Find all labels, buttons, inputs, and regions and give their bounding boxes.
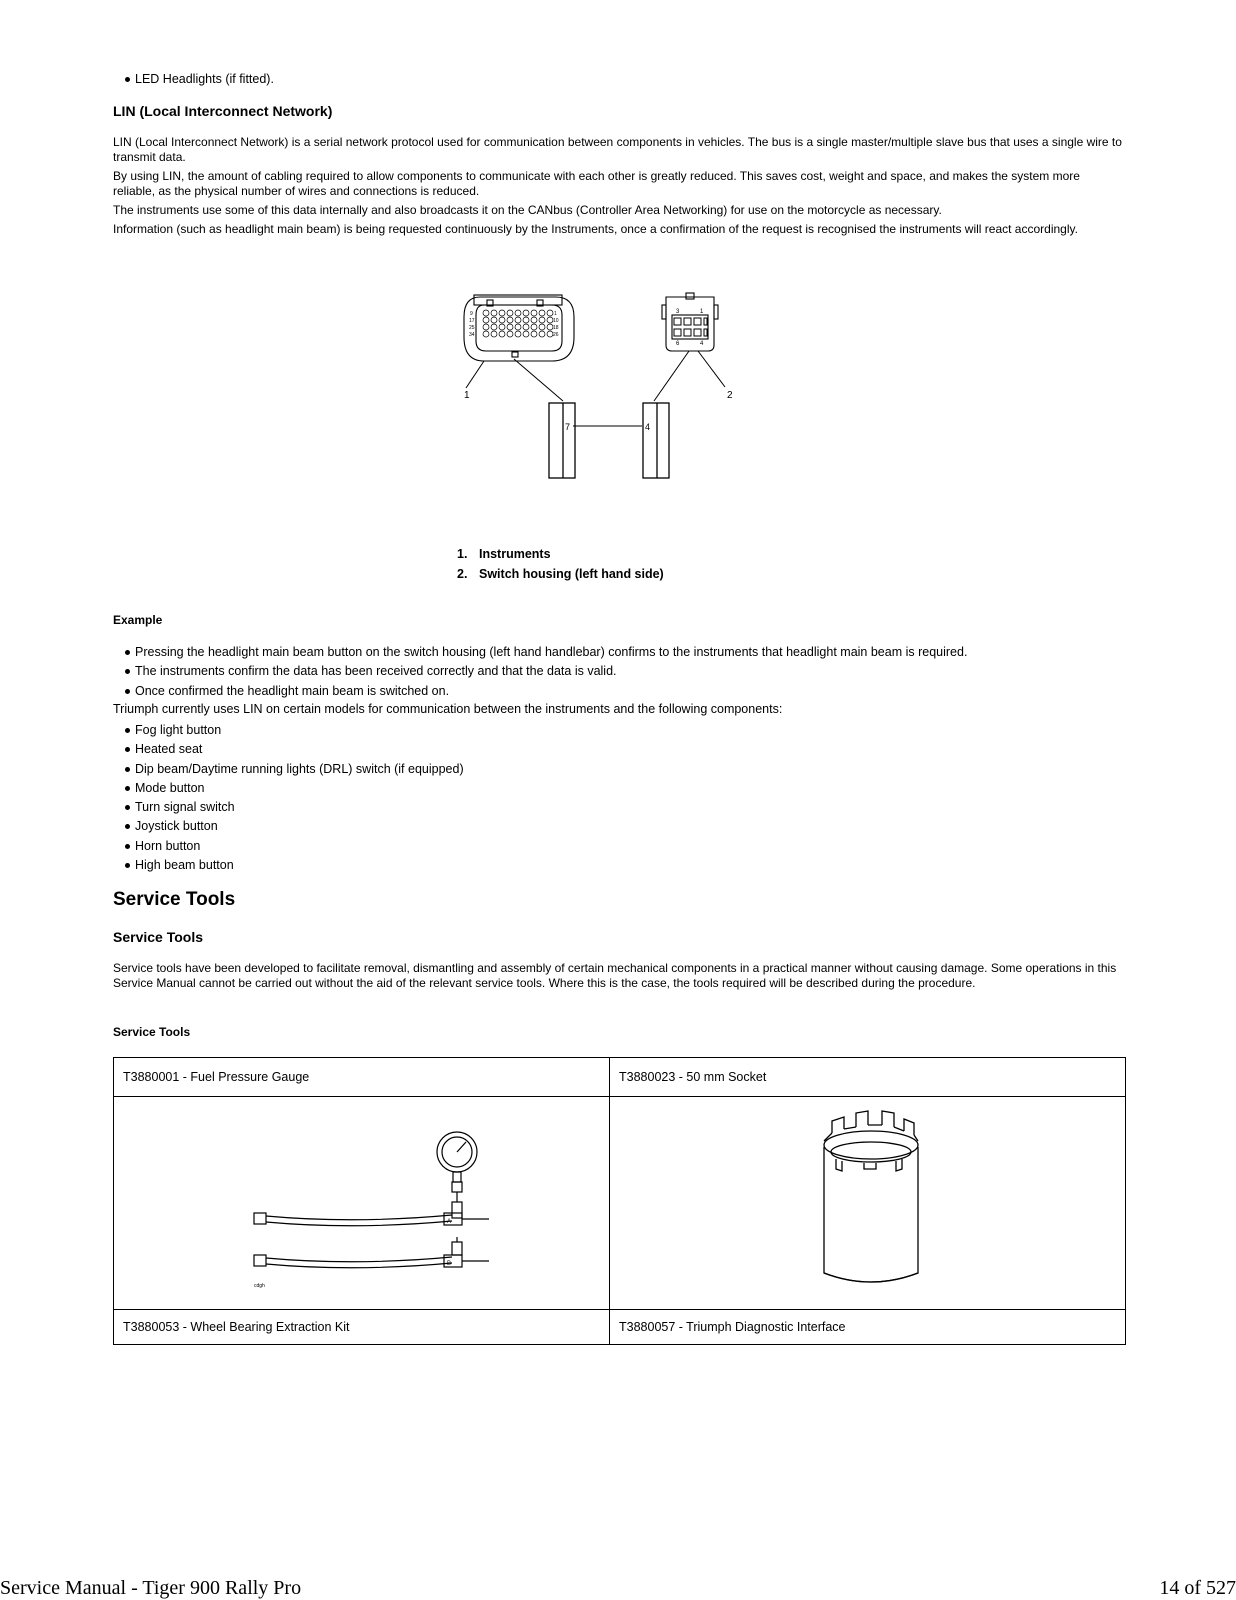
pin-cavity: [483, 317, 489, 323]
lin-paragraph-4: Information (such as headlight main beam) is being requested continuously by the Instruments, once a confirmation of the request is recognised the instruments will react accordingly.: [113, 222, 1078, 236]
pin-label: 25: [469, 325, 475, 331]
pin-cavity: [499, 331, 505, 337]
pin-label: 1: [554, 311, 557, 317]
callout-2: 2: [727, 390, 733, 401]
legend-item: 2. Switch housing (left hand side): [457, 566, 664, 581]
pin-cavity: [491, 317, 497, 323]
wire-line: [514, 359, 563, 401]
lin-paragraph-2: By using LIN, the amount of cabling required to allow components to communicate with each other is greatly reduced. This saves cost, weight and space, and makes the system more reliable, as the physical number of wires and connections is reduced.: [113, 169, 1080, 198]
socket-50mm-illustration: [610, 1097, 1125, 1309]
terminal-block-switch: [643, 403, 669, 478]
wire-line: [654, 351, 689, 401]
tool-name-cell: T3880053 - Wheel Bearing Extraction Kit: [114, 1310, 610, 1345]
service-tools-subtitle: Service Tools: [113, 929, 204, 945]
list-item: The instruments confirm the data has been received correctly and that the data is valid.: [113, 662, 1113, 681]
intro-list: [113, 70, 1113, 89]
fuel-pressure-gauge-illustration: [114, 1097, 609, 1309]
list-item: Pressing the headlight main beam button on the switch housing (left hand handlebar) confirms to the instruments that headlight main beam is required.: [113, 643, 1113, 662]
pin-label: 4: [700, 341, 704, 347]
example-steps: [113, 643, 1113, 701]
block-pin-label: 4: [645, 422, 651, 432]
diagram-legend: [457, 547, 664, 586]
pin-cavity: [515, 310, 521, 316]
list-item: Horn button: [113, 837, 1113, 856]
pin-cavity: [515, 324, 521, 330]
block-pin-label: 7: [565, 422, 571, 432]
pin-cavity: [523, 317, 529, 323]
lin-paragraph-3: The instruments use some of this data internally and also broadcasts it on the CANbus (Controller Area Networking) for use on the motorcycle as necessary.: [113, 203, 942, 217]
pin-label: 3: [676, 309, 680, 315]
footer-title: Service Manual - Tiger 900 Rally Pro: [0, 1577, 302, 1599]
lin-connector-diagram: [460, 285, 760, 490]
pin-cavity: [499, 317, 505, 323]
socket-body: [824, 1147, 918, 1282]
tool-image-cell: [610, 1097, 1126, 1310]
pin-cavity: [539, 324, 545, 330]
pin-cavity: [491, 324, 497, 330]
footer-page-number: 14 of 527: [1159, 1577, 1236, 1599]
pin-cavity: [523, 324, 529, 330]
pin-label: 26: [553, 332, 559, 338]
pin-cavity: [499, 324, 505, 330]
table-row: [114, 1310, 1126, 1345]
pin-label: 17: [469, 318, 475, 324]
pin-cavity: [539, 331, 545, 337]
pin-cavity: [539, 317, 545, 323]
pin-cavity: [515, 331, 521, 337]
list-item: Joystick button: [113, 817, 1113, 836]
pin-label: 1: [700, 309, 704, 315]
lin-paragraph-1: LIN (Local Interconnect Network) is a serial network protocol used for communication between components in vehicles. The bus is a single master/multiple slave bus that uses a single wire to transmit data.: [113, 135, 1122, 164]
list-item: Mode button: [113, 779, 1113, 798]
pin-cavity: [507, 324, 513, 330]
components-list: [113, 721, 1113, 875]
tool-image-cell: [114, 1097, 610, 1310]
list-item: Fog light button: [113, 721, 1113, 740]
callout-line: [466, 361, 484, 388]
hose-label-b: B: [447, 1261, 452, 1267]
legend-item: 1. Instruments: [457, 547, 551, 561]
pin-cavity: [507, 317, 513, 323]
pin-cavity: [515, 317, 521, 323]
pin-cavity: [483, 331, 489, 337]
terminal-block-instruments: [549, 403, 575, 478]
service-tools-paragraph: Service tools have been developed to facilitate removal, dismantling and assembly of certain mechanical components in a practical manner without causing damage. Some operations in this Service Manual cannot be carried out without the aid of the relevant service tools. Where this is the case, the tools required will be described during the procedure.: [113, 961, 1117, 990]
callout-1: 1: [464, 390, 470, 401]
pin-label: 6: [676, 341, 680, 347]
pin-cavity: [531, 324, 537, 330]
tool-name-cell: T3880001 - Fuel Pressure Gauge: [114, 1058, 610, 1097]
pin-cavity: [491, 331, 497, 337]
service-tools-table-label: Service Tools: [113, 1025, 191, 1039]
table-row: [114, 1097, 1126, 1310]
section-heading-lin: LIN (Local Interconnect Network): [113, 103, 333, 119]
pin-cavity: [531, 310, 537, 316]
pin-cavity: [483, 324, 489, 330]
service-tools-table: [113, 1057, 1126, 1345]
pin-label: 10: [553, 318, 559, 324]
pin-label: 9: [470, 311, 473, 317]
callout-line: [698, 351, 725, 387]
pin-label: 34: [469, 332, 475, 338]
pin-cavity: [523, 331, 529, 337]
pin-cavity: [547, 310, 553, 316]
pin-cavity: [483, 310, 489, 316]
figure-ref: cdgh: [254, 1283, 265, 1289]
pin-cavity: [539, 310, 545, 316]
tool-name-cell: T3880057 - Triumph Diagnostic Interface: [610, 1310, 1126, 1345]
pin-label: 18: [553, 325, 559, 331]
pin-cavity: [507, 310, 513, 316]
table-row: [114, 1058, 1126, 1097]
service-tools-title: Service Tools: [113, 889, 236, 910]
hose-label-a: A: [447, 1219, 452, 1225]
pin-cavity: [491, 310, 497, 316]
list-item: LED Headlights (if fitted).: [113, 70, 1113, 89]
list-item: Once confirmed the headlight main beam is switched on.: [113, 682, 1113, 701]
pin-cavity: [507, 331, 513, 337]
list-item: Heated seat: [113, 740, 1113, 759]
pin-cavity: [499, 310, 505, 316]
components-intro: Triumph currently uses LIN on certain models for communication between the instruments and the following components:: [113, 702, 783, 716]
tool-name-cell: T3880023 - 50 mm Socket: [610, 1058, 1126, 1097]
list-item: Turn signal switch: [113, 798, 1113, 817]
pin-cavity: [531, 331, 537, 337]
pin-cavity: [523, 310, 529, 316]
list-item: High beam button: [113, 856, 1113, 875]
list-item: Dip beam/Daytime running lights (DRL) switch (if equipped): [113, 760, 1113, 779]
pin-cavity: [531, 317, 537, 323]
example-heading: Example: [113, 613, 163, 627]
